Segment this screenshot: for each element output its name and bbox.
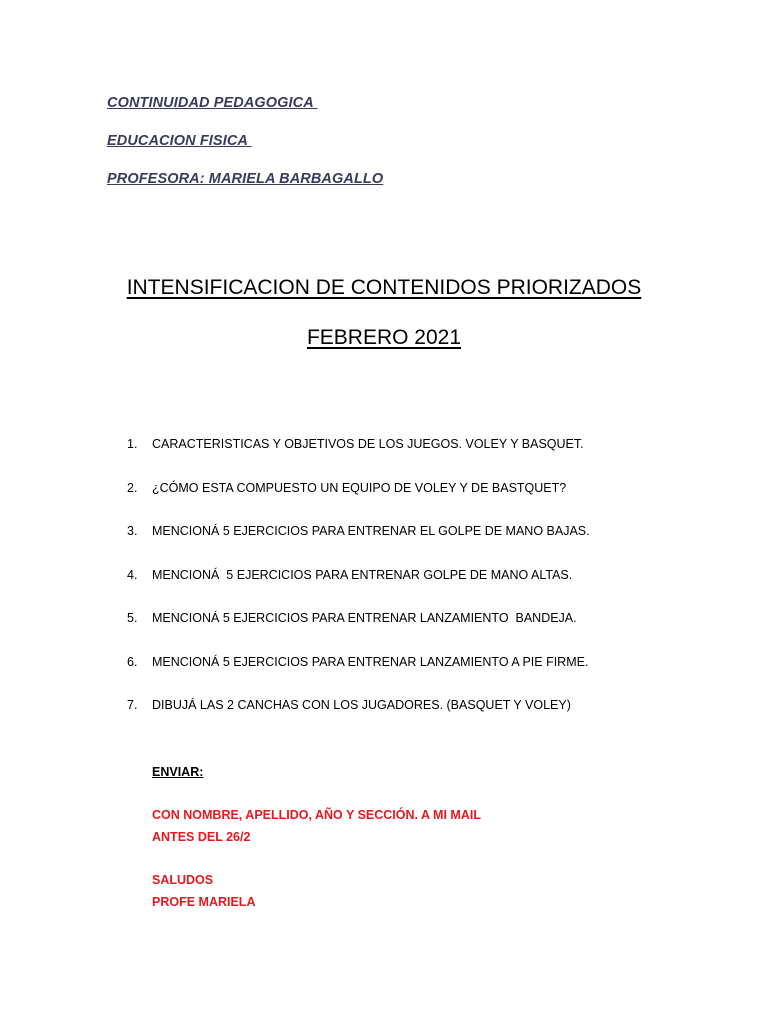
list-item (127, 437, 590, 481)
item-text: ¿CÓMO ESTA COMPUESTO UN EQUIPO DE VOLEY Y DE BASTQUET? (152, 480, 567, 495)
question-list (127, 437, 590, 742)
item-text: MENCIONÁ 5 EJERCICIOS PARA ENTRENAR LANZAMIENTO A PIE FIRME. (152, 654, 589, 669)
document-date: FEBRERO 2021 (306, 326, 462, 349)
list-item (127, 524, 590, 568)
item-text: MENCIONÁ 5 EJERCICIOS PARA ENTRENAR GOLPE DE MANO ALTAS. (152, 567, 573, 582)
item-number: 4. (127, 567, 138, 582)
item-number: 1. (127, 437, 138, 451)
item-number: 2. (127, 480, 138, 495)
header-subject: EDUCACION FISICA (107, 133, 252, 149)
list-item (127, 568, 590, 612)
list-item (127, 481, 590, 525)
list-item (127, 655, 590, 699)
item-number: 3. (127, 524, 138, 538)
header-continuidad: CONTINUIDAD PEDAGOGICA (107, 95, 318, 111)
send-label: ENVIAR: (152, 765, 204, 779)
list-item (127, 611, 590, 655)
item-text: MENCIONÁ 5 EJERCICIOS PARA ENTRENAR LANZAMIENTO BANDEJA. (152, 611, 577, 625)
greeting: SALUDOS (152, 873, 214, 887)
send-deadline: ANTES DEL 26/2 (152, 830, 251, 844)
header-teacher: PROFESORA: MARIELA BARBAGALLO (107, 171, 384, 187)
signature: PROFE MARIELA (152, 895, 256, 909)
item-number: 7. (127, 698, 138, 712)
send-instruction: CON NOMBRE, APELLIDO, AÑO Y SECCIÓN. A MI MAIL (152, 808, 481, 822)
item-number: 6. (127, 654, 138, 669)
item-number: 5. (127, 611, 138, 625)
document-title: INTENSIFICACION DE CONTENIDOS PRIORIZADOS (126, 276, 642, 299)
item-text: MENCIONÁ 5 EJERCICIOS PARA ENTRENAR EL GOLPE DE MANO BAJAS. (152, 524, 590, 538)
item-text: DIBUJÁ LAS 2 CANCHAS CON LOS JUGADORES. (BASQUET Y VOLEY) (152, 698, 571, 712)
list-item (127, 698, 590, 742)
item-text: CARACTERISTICAS Y OBJETIVOS DE LOS JUEGOS. VOLEY Y BASQUET. (152, 437, 584, 451)
